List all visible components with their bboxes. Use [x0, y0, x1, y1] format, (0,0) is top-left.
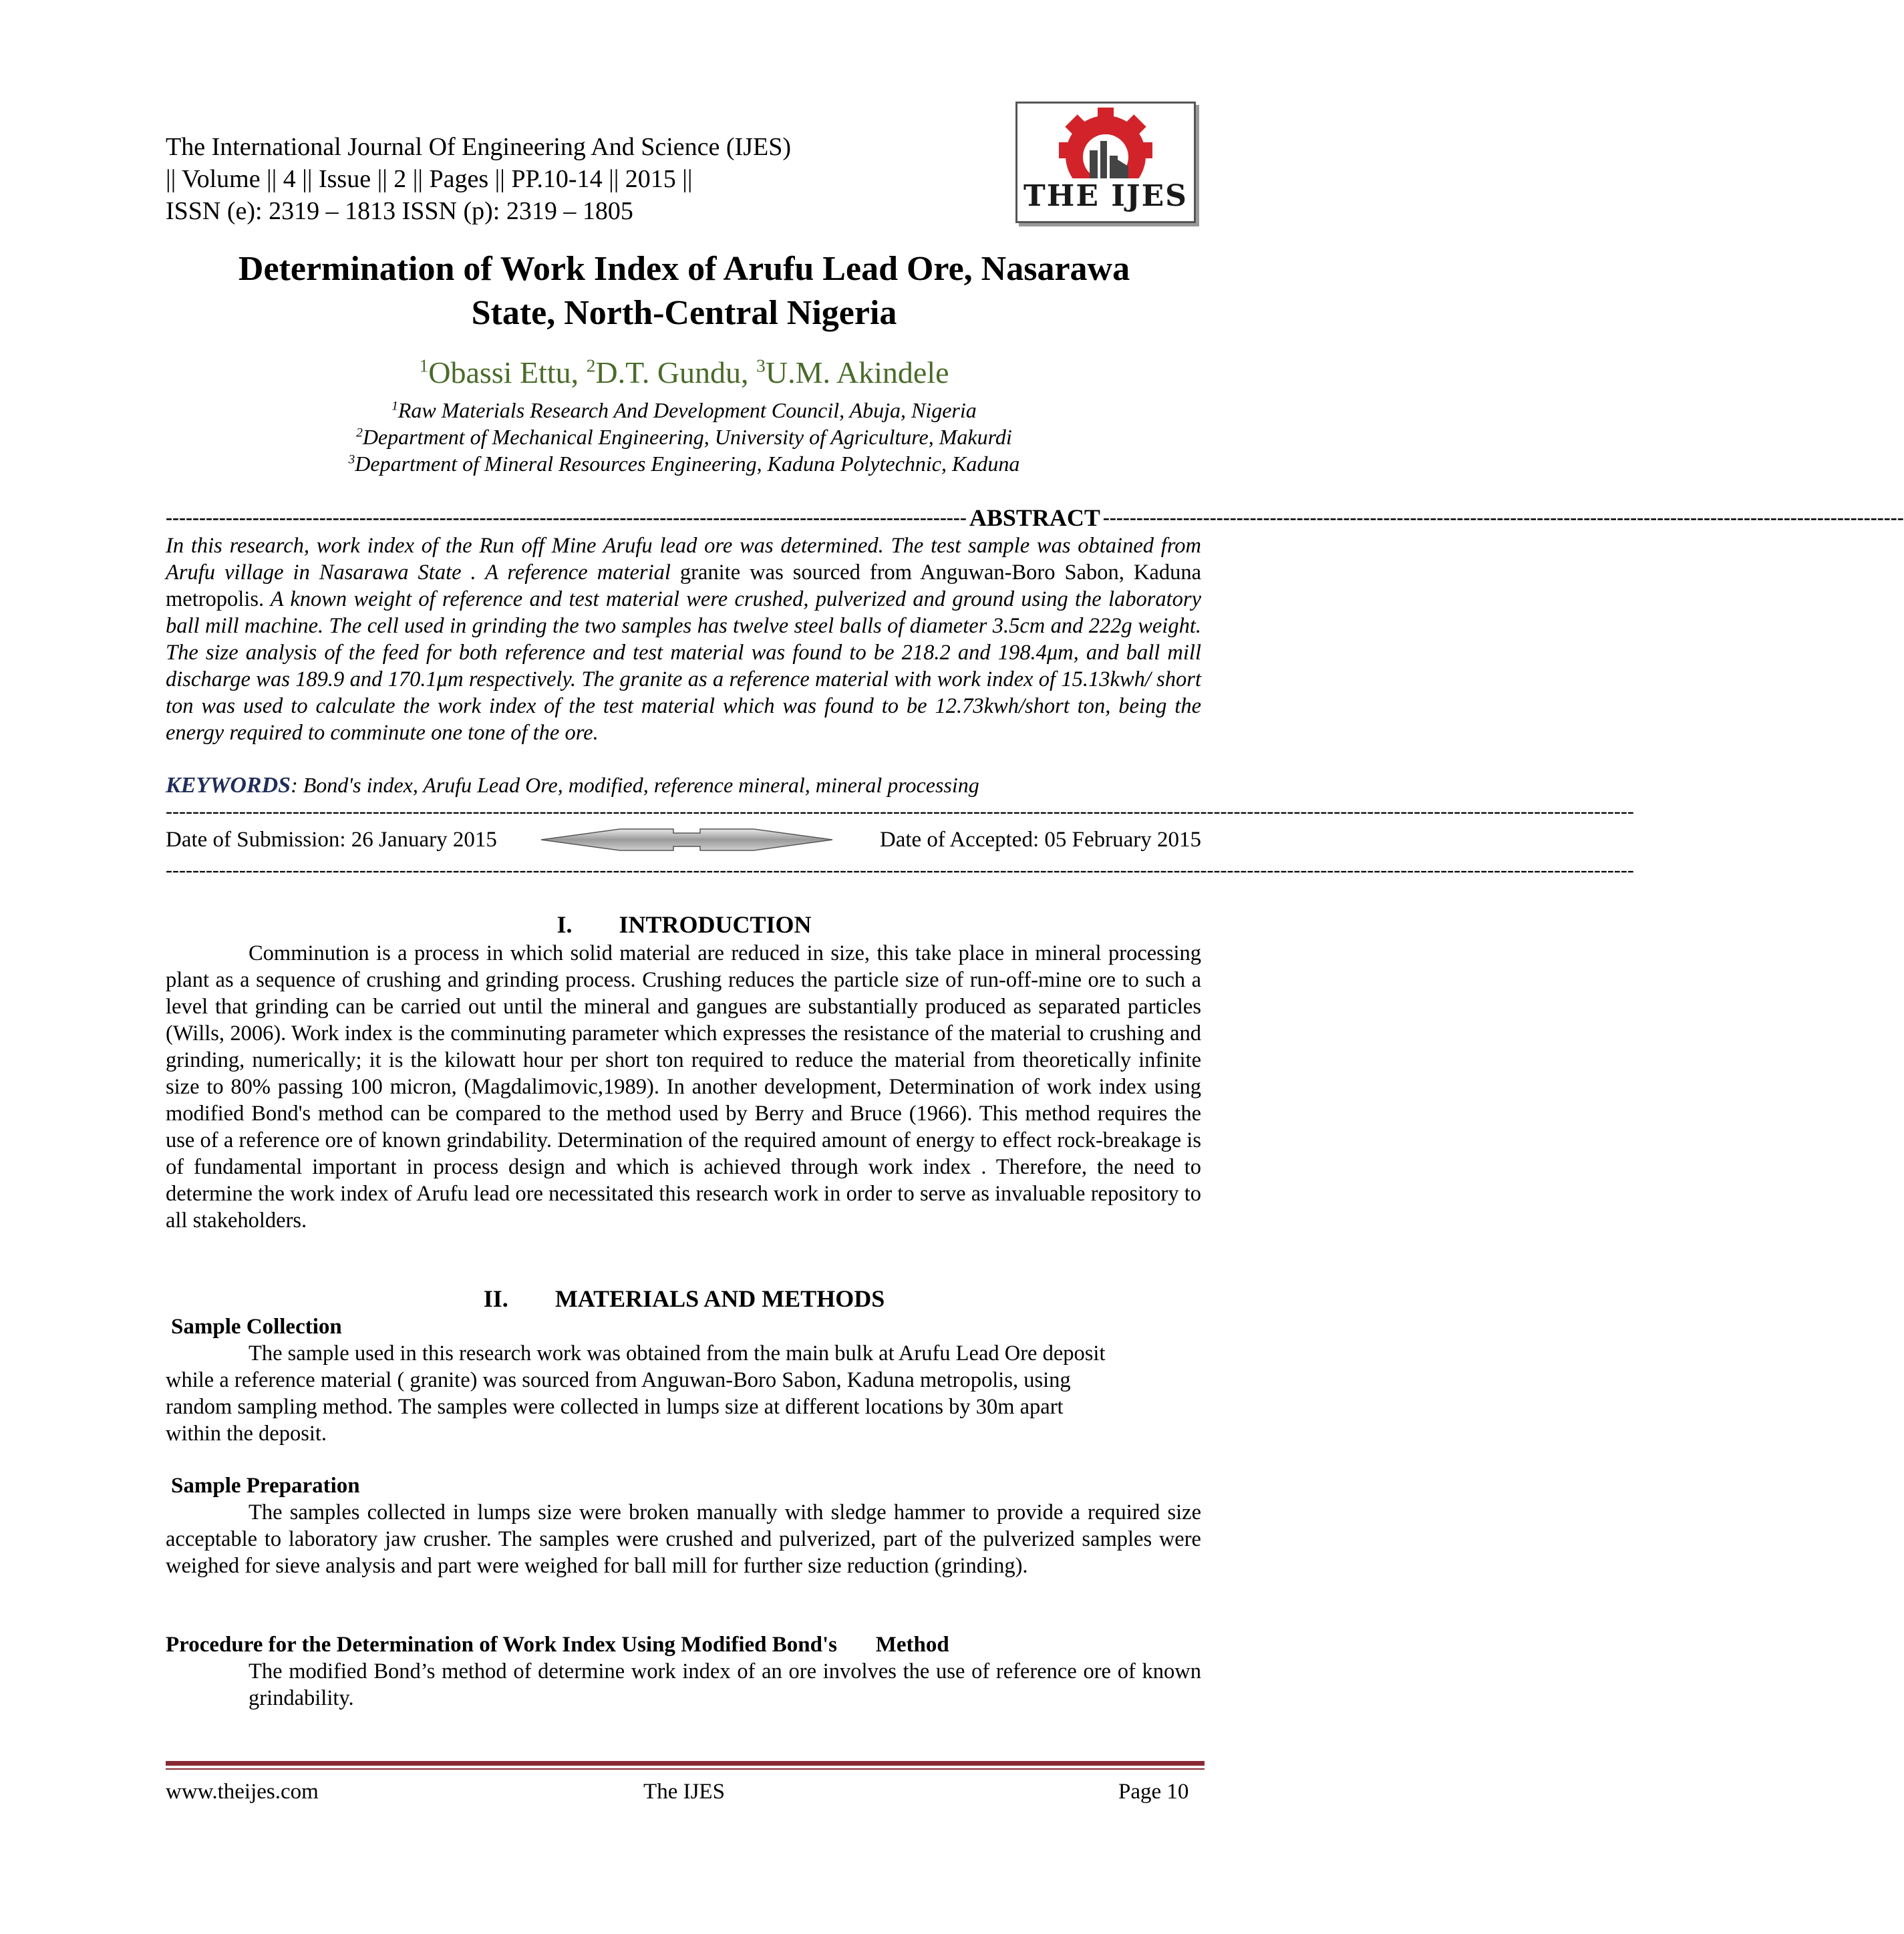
footer-rule	[166, 1761, 1205, 1766]
sample-collection-line-4: within the deposit.	[166, 1422, 327, 1446]
journal-name: The International Journal Of Engineering And Science (IJES)	[166, 133, 791, 161]
keywords-label: KEYWORDS	[166, 773, 291, 798]
title-line-2: State, North-Central Nigeria	[471, 294, 897, 332]
section-heading-introduction	[134, 910, 1235, 939]
title-line-1: Determination of Work Index of Arufu Lead Ore, Nasarawa	[238, 250, 1130, 288]
footer-website: www.theijes.com	[166, 1780, 319, 1804]
logo-text: THE IJES	[1023, 179, 1188, 213]
author-2-number: 2	[586, 355, 596, 376]
introduction-body: Comminution is a process in which solid material are reduced in size, this take place in mineral processing plant as a sequence of crushing and grinding process. Crushing reduces the particle size of run-off-mine ore to such a level that grinding can be carried out until the mineral and gangues are substantially produced as separated particles (Wills, 2006). Work index is the comminuting parameter which expresses the resistance of the material to crushing and grinding, numerically; it is the kilowatt hour per short ton required to reduce the material from theoretically infinite size to 80% passing 100 micron, (Magdalimovic,1989). In another development, Determination of work index using modified Bond's method can be compared to the method used by Berry and Bruce (1966). This method requires the use of a reference ore of known grindability. Determination of the required amount of energy to effect rock-breakage is of fundamental important in process design and which is achieved through work index . Therefore, the need to determine the work index of Arufu lead ore necessitated this research work in order to serve as invaluable repository to all stakeholders.	[166, 941, 1201, 1233]
affiliation-1-text: Raw Materials Research And Development Council, Abuja, Nigeria	[398, 398, 977, 422]
journal-issn: ISSN (e): 2319 – 1813 ISSN (p): 2319 – 1805	[166, 197, 633, 225]
sample-collection-line-1: The sample used in this research work was obtained from the main bulk at Arufu Lead Ore deposit	[249, 1341, 1106, 1365]
date-submission: Date of Submission: 26 January 2015	[166, 828, 497, 852]
abstract-header	[166, 504, 1904, 531]
abstract-label: ABSTRACT	[969, 504, 1100, 531]
keywords	[166, 772, 979, 799]
keywords-text: : Bond's index, Arufu Lead Ore, modified, reference mineral, mineral processing	[291, 773, 979, 797]
sample-collection-line-3: random sampling method. The samples were collected in lumps size at different locations by 30m apart	[166, 1395, 1064, 1419]
dashed-rule: ------------------------------------------------------------------------------------------------------------------------	[166, 506, 967, 528]
section-number: II.	[483, 1285, 508, 1312]
dashed-rule: ----------------------------------------------------------------------------------------------------------------------------------------------------------------------------------------------------------------------------	[166, 859, 1634, 881]
affiliation-2-number: 2	[356, 426, 363, 440]
author-1-number: 1	[419, 355, 429, 376]
footer-journal: The IJES	[643, 1780, 725, 1804]
affiliation-1	[134, 397, 1235, 424]
introduction-text	[166, 940, 1201, 1234]
dashed-rule: ----------------------------------------------------------------------------------------------------------------------------------------------------------------------------------------------------------------------------	[166, 800, 1634, 822]
journal-volume: || Volume || 4 || Issue || 2 || Pages || PP.10-14 || 2015 ||	[166, 165, 693, 193]
affiliation-3-text: Department of Mineral Resources Engineering, Kaduna Polytechnic, Kaduna	[355, 452, 1020, 476]
affiliation-3	[134, 450, 1235, 477]
abstract-part-3: A known weight of reference and test material were crushed, pulverized and ground using the laboratory ball mill machine. The cell used in grinding the two samples has twelve steel balls of diameter 3.5cm and 222g weight. The size analysis of the feed for both reference and test material was found to be 218.2 and 198.4μm, and ball mill discharge was 189.9 and 170.1μm respectively. The granite as a reference material with work index of 15.13kwh/ short ton was used to calculate the work index of the test material which was found to be 12.73kwh/short ton, being the energy required to comminute one tone of the ore.	[166, 587, 1201, 745]
sample-preparation-text	[166, 1499, 1201, 1579]
section-number: I.	[557, 911, 573, 938]
affiliation-1-number: 1	[391, 399, 398, 414]
affiliation-2	[134, 424, 1235, 450]
author-3: U.M. Akindele	[765, 355, 949, 389]
sample-collection-line-2: while a reference material ( granite) was sourced from Anguwan-Boro Sabon, Kaduna metropolis, using	[166, 1368, 1071, 1392]
subheading-sample-collection: Sample Collection	[171, 1315, 342, 1339]
double-arrow-icon	[540, 826, 834, 853]
abstract-text	[166, 532, 1201, 746]
subheading-sample-preparation: Sample Preparation	[171, 1474, 360, 1498]
subheading-procedure: Procedure for the Determination of Work Index Using Modified Bond's Method	[166, 1633, 949, 1657]
footer-rule-thin	[166, 1768, 1205, 1770]
abstract-part-2: granite was sourced from Anguwan-Boro Sabon, Kaduna metropolis.	[166, 560, 1201, 611]
author-3-number: 3	[756, 355, 766, 376]
section-heading-materials	[134, 1284, 1235, 1313]
author-2: D.T. Gundu,	[595, 355, 757, 389]
section-title: MATERIALS AND METHODS	[554, 1285, 885, 1312]
ijes-logo	[1015, 102, 1196, 223]
paper-title	[134, 247, 1235, 335]
section-title: INTRODUCTION	[619, 911, 812, 938]
date-accepted: Date of Accepted: 05 February 2015	[879, 828, 1201, 852]
affiliation-3-number: 3	[348, 452, 355, 467]
dashed-rule: ------------------------------------------------------------------------------------------------------------------------	[1102, 506, 1904, 528]
abstract-part-1: In this research, work index of the Run off Mine Arufu lead ore was determined. The test sample was obtained from Arufu village in Nasarawa State . A reference material	[166, 534, 1201, 585]
footer-page-number: Page 10	[1118, 1780, 1189, 1804]
sample-preparation-body: The samples collected in lumps size were broken manually with sledge hammer to provide a required size acceptable to laboratory jaw crusher. The samples were crushed and pulverized, part of the pulverized samples were weighed for sieve analysis and part were weighed for ball mill for further size reduction (grinding).	[166, 1500, 1201, 1578]
author-1: Obassi Ettu,	[428, 355, 587, 389]
author-list	[134, 354, 1235, 391]
affiliation-2-text: Department of Mechanical Engineering, University of Agriculture, Makurdi	[362, 425, 1012, 449]
dates-row	[166, 825, 1201, 854]
procedure-text: The modified Bond’s method of determine work index of an ore involves the use of reference ore of known grindability.	[249, 1659, 1201, 1710]
